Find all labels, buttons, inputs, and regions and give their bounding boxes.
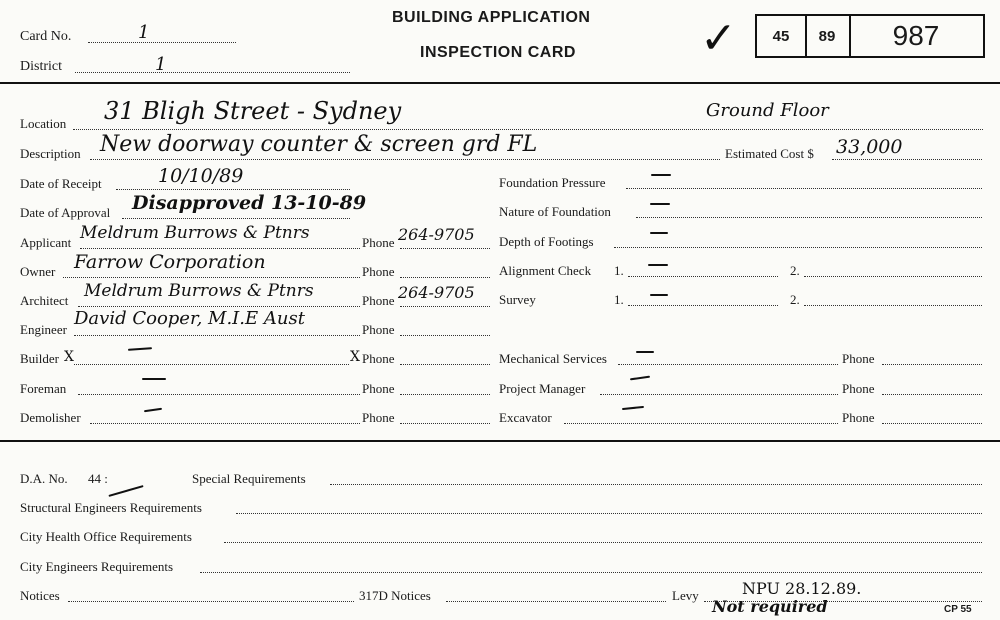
excavator-phone-line [882,423,982,424]
architect-value: Meldrum Burrows & Ptnrs [84,281,314,301]
date-receipt-value: 10/10/89 [158,165,244,187]
check-mark-icon: ✓ [700,13,737,64]
health-req-line [224,542,982,543]
survey-num-1: 1. [614,292,624,307]
depth-footings-line [614,247,982,248]
depth-footings-label: Depth of Footings [499,234,594,249]
header-rule [0,82,1000,84]
card-no-value: 1 [138,22,150,43]
survey-dash [650,294,668,296]
mechanical-dash [636,351,654,353]
district-label: District [20,59,62,74]
mechanical-line [618,364,838,365]
alignment-num-1: 1. [614,263,624,278]
alignment-num-2: 2. [790,263,800,278]
engineer-phone-line [400,335,490,336]
da-no-value: 44 : [88,471,108,486]
builder-line [74,364,349,365]
foundation-pressure-dash [651,174,671,176]
survey-line-1 [628,305,778,306]
owner-phone-label: Phone [362,264,395,279]
architect-phone-label: Phone [362,293,395,308]
location-note: Ground Floor [706,100,829,121]
notices-line [68,601,354,602]
applicant-phone-value: 264-9705 [398,225,475,244]
mechanical-phone-line [882,364,982,365]
builder-label: Builder [20,351,59,366]
da-no-stroke [108,485,143,497]
excavator-line [564,423,838,424]
excavator-dash [622,406,644,410]
applicant-phone-label: Phone [362,235,395,250]
details-rule [0,440,1000,442]
mechanical-label: Mechanical Services [499,351,607,366]
district-line [75,72,350,73]
foreman-dash [142,378,166,380]
date-approval-label: Date of Approval [20,205,111,220]
demolisher-label: Demolisher [20,410,81,425]
foreman-line [78,394,360,395]
description-value: New doorway counter & screen grd FL [100,132,538,157]
project-manager-label: Project Manager [499,381,586,396]
foundation-pressure-line [626,188,982,189]
engineer-phone-label: Phone [362,322,395,337]
city-eng-req-label: City Engineers Requirements [20,559,174,574]
estimated-cost-value: 33,000 [836,136,903,158]
builder-phone-line [400,364,490,365]
project-manager-line [600,394,838,395]
location-label: Location [20,116,67,131]
builder-mark-left: X [64,349,74,365]
excavator-phone-label: Phone [842,410,875,425]
applicant-line [80,248,360,249]
date-receipt-line [116,189,350,190]
nature-foundation-dash [650,203,670,205]
project-manager-phone-line [882,394,982,395]
demolisher-line [90,423,360,424]
da-no-label: D.A. No. [20,471,68,486]
foundation-pressure-label: Foundation Pressure [499,175,606,190]
description-line [90,159,720,160]
owner-label: Owner [20,264,56,279]
levy-label: Levy [672,588,699,603]
health-req-label: City Health Office Requirements [20,529,192,544]
owner-phone-line [400,277,490,278]
engineer-line [74,335,360,336]
notices-label: Notices [20,588,60,603]
builder-mark-right: X [350,349,360,365]
alignment-label: Alignment Check [499,263,592,278]
project-manager-dash [630,376,650,381]
applicant-label: Applicant [20,235,72,250]
special-req-label: Special Requirements [192,471,306,486]
foreman-label: Foreman [20,381,67,396]
mechanical-phone-label: Phone [842,351,875,366]
architect-line [78,306,360,307]
card-number-box [755,14,985,58]
structural-req-label: Structural Engineers Requirements [20,500,202,515]
estimated-cost-label: Estimated Cost $ [725,146,814,161]
title-line-1: BUILDING APPLICATION [392,9,591,26]
location-line [73,129,983,130]
demolisher-dash [144,408,162,412]
notices-317d-label: 317D Notices [359,588,431,603]
date-receipt-label: Date of Receipt [20,176,102,191]
estimated-cost-line [832,159,982,160]
alignment-line-2 [804,276,982,277]
box-number: 987 [892,20,940,51]
date-approval-value: Disapproved 13-10-89 [132,192,367,214]
location-value: 31 Bligh Street - Sydney [104,97,402,125]
architect-phone-line [400,306,490,307]
description-label: Description [20,146,81,161]
foreman-phone-label: Phone [362,381,395,396]
special-req-line [330,484,982,485]
notices-317d-line [446,601,666,602]
date-approval-line [122,218,350,219]
depth-footings-dash [650,232,668,234]
demolisher-phone-label: Phone [362,410,395,425]
levy-note: Not required [712,597,828,616]
card-no-label: Card No. [20,29,72,44]
demolisher-phone-line [400,423,490,424]
architect-phone-value: 264-9705 [398,283,475,302]
box-cell-2: 89 [805,16,851,56]
city-eng-req-line [200,572,982,573]
title-line-2: INSPECTION CARD [420,44,576,61]
applicant-value: Meldrum Burrows & Ptnrs [80,223,310,243]
applicant-phone-line [400,248,490,249]
owner-line [63,277,360,278]
survey-line-2 [804,305,982,306]
engineer-label: Engineer [20,322,67,337]
engineer-value: David Cooper, M.I.E Aust [74,308,305,329]
alignment-dash [648,264,668,266]
excavator-label: Excavator [499,410,552,425]
card-no-line [88,42,236,43]
builder-dash [128,347,152,351]
project-manager-phone-label: Phone [842,381,875,396]
box-cell-1: 45 [757,16,807,56]
alignment-line-1 [628,276,778,277]
survey-label: Survey [499,292,536,307]
owner-value: Farrow Corporation [74,251,266,273]
nature-foundation-label: Nature of Foundation [499,204,611,219]
district-value: 1 [155,54,167,75]
structural-req-line [236,513,982,514]
architect-label: Architect [20,293,69,308]
builder-phone-label: Phone [362,351,395,366]
foreman-phone-line [400,394,490,395]
survey-num-2: 2. [790,292,800,307]
form-code: CP 55 [944,604,972,615]
levy-value: NPU 28.12.89. [742,579,862,598]
nature-foundation-line [636,217,982,218]
